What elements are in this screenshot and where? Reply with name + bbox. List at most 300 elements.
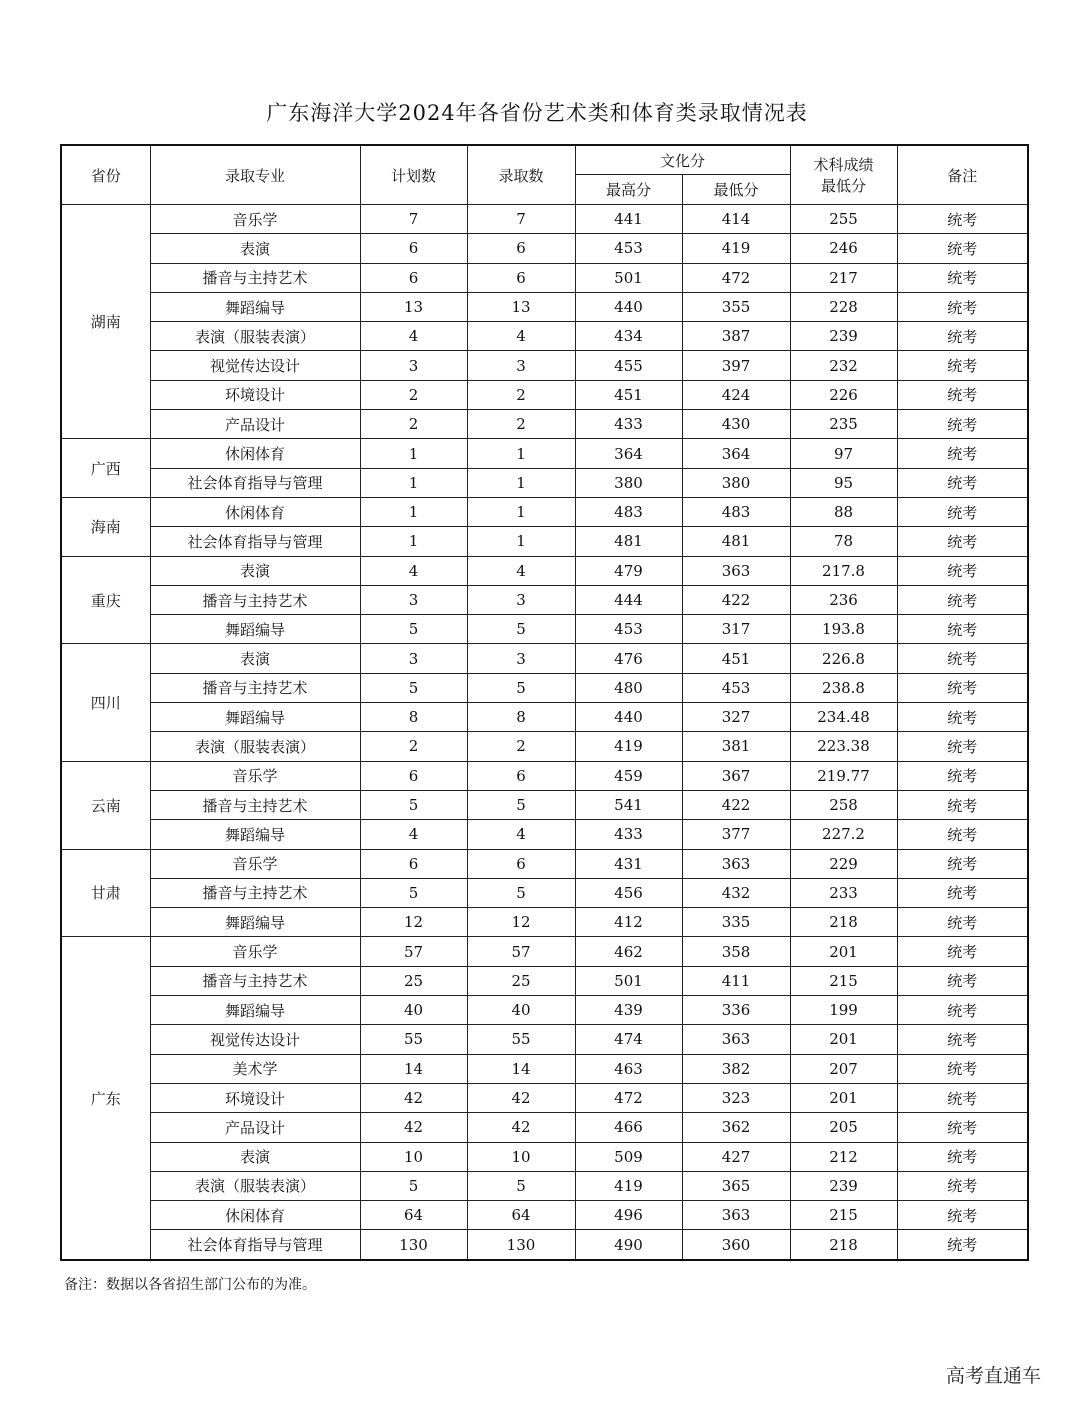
table-row xyxy=(61,410,1028,439)
cell-plan: 14 xyxy=(360,1054,467,1083)
cell-plan: 2 xyxy=(360,380,467,409)
cell-art-min: 217.8 xyxy=(790,556,897,585)
table-row xyxy=(61,1201,1028,1230)
table-row xyxy=(61,937,1028,966)
cell-major: 社会体育指导与管理 xyxy=(150,1230,360,1260)
cell-plan: 5 xyxy=(360,878,467,907)
cell-culture-max: 480 xyxy=(575,673,682,702)
cell-culture-max: 412 xyxy=(575,908,682,937)
cell-admitted: 13 xyxy=(467,292,575,321)
header-culture-min: 最低分 xyxy=(682,175,790,205)
cell-remark: 统考 xyxy=(897,468,1028,497)
cell-major: 表演 xyxy=(150,556,360,585)
cell-culture-min: 364 xyxy=(682,439,790,468)
cell-culture-max: 462 xyxy=(575,937,682,966)
cell-remark: 统考 xyxy=(897,205,1028,234)
cell-plan: 40 xyxy=(360,996,467,1025)
cell-remark: 统考 xyxy=(897,1230,1028,1260)
cell-admitted: 4 xyxy=(467,556,575,585)
table-row xyxy=(61,996,1028,1025)
cell-admitted: 5 xyxy=(467,673,575,702)
cell-culture-max: 481 xyxy=(575,527,682,556)
cell-remark: 统考 xyxy=(897,732,1028,761)
cell-culture-min: 451 xyxy=(682,644,790,673)
header-culture-max: 最高分 xyxy=(575,175,682,205)
cell-culture-max: 501 xyxy=(575,263,682,292)
cell-culture-min: 424 xyxy=(682,380,790,409)
admission-table xyxy=(60,144,1029,1261)
cell-plan: 7 xyxy=(360,205,467,234)
cell-admitted: 6 xyxy=(467,761,575,790)
cell-art-min: 236 xyxy=(790,585,897,614)
cell-culture-max: 440 xyxy=(575,292,682,321)
cell-culture-min: 427 xyxy=(682,1142,790,1171)
cell-major: 播音与主持艺术 xyxy=(150,673,360,702)
table-row xyxy=(61,644,1028,673)
cell-plan: 8 xyxy=(360,703,467,732)
cell-plan: 4 xyxy=(360,556,467,585)
table-row xyxy=(61,351,1028,380)
table-row xyxy=(61,849,1028,878)
cell-plan: 57 xyxy=(360,937,467,966)
cell-province: 重庆 xyxy=(61,556,150,644)
table-row xyxy=(61,615,1028,644)
cell-culture-max: 455 xyxy=(575,351,682,380)
cell-art-min: 226 xyxy=(790,380,897,409)
cell-art-min: 258 xyxy=(790,790,897,819)
table-row xyxy=(61,790,1028,819)
cell-plan: 1 xyxy=(360,527,467,556)
cell-art-min: 207 xyxy=(790,1054,897,1083)
cell-plan: 12 xyxy=(360,908,467,937)
cell-admitted: 2 xyxy=(467,732,575,761)
cell-province: 甘肃 xyxy=(61,849,150,937)
cell-remark: 统考 xyxy=(897,703,1028,732)
table-row xyxy=(61,205,1028,234)
table-row xyxy=(61,439,1028,468)
cell-culture-min: 335 xyxy=(682,908,790,937)
cell-art-min: 223.38 xyxy=(790,732,897,761)
table-row xyxy=(61,1230,1028,1260)
table-row xyxy=(61,263,1028,292)
cell-admitted: 3 xyxy=(467,585,575,614)
cell-culture-max: 453 xyxy=(575,234,682,263)
cell-province: 云南 xyxy=(61,761,150,849)
table-row xyxy=(61,1083,1028,1112)
cell-culture-max: 490 xyxy=(575,1230,682,1260)
cell-plan: 2 xyxy=(360,410,467,439)
cell-major: 休闲体育 xyxy=(150,1201,360,1230)
cell-plan: 3 xyxy=(360,351,467,380)
cell-art-min: 217 xyxy=(790,263,897,292)
cell-art-min: 212 xyxy=(790,1142,897,1171)
cell-major: 休闲体育 xyxy=(150,439,360,468)
header-culture: 文化分 xyxy=(575,145,790,175)
cell-art-min: 239 xyxy=(790,322,897,351)
cell-culture-min: 363 xyxy=(682,1025,790,1054)
cell-major: 产品设计 xyxy=(150,410,360,439)
cell-culture-min: 432 xyxy=(682,878,790,907)
cell-major: 美术学 xyxy=(150,1054,360,1083)
cell-admitted: 5 xyxy=(467,1171,575,1200)
cell-major: 表演 xyxy=(150,234,360,263)
cell-remark: 统考 xyxy=(897,527,1028,556)
cell-culture-min: 360 xyxy=(682,1230,790,1260)
cell-culture-min: 377 xyxy=(682,820,790,849)
cell-plan: 5 xyxy=(360,790,467,819)
table-row xyxy=(61,732,1028,761)
cell-culture-max: 541 xyxy=(575,790,682,819)
header-admitted: 录取数 xyxy=(467,145,575,205)
cell-culture-min: 365 xyxy=(682,1171,790,1200)
cell-culture-min: 422 xyxy=(682,585,790,614)
cell-culture-max: 459 xyxy=(575,761,682,790)
cell-admitted: 1 xyxy=(467,468,575,497)
cell-culture-max: 496 xyxy=(575,1201,682,1230)
table-row xyxy=(61,703,1028,732)
cell-plan: 1 xyxy=(360,497,467,526)
footnote: 备注：数据以各省招生部门公布的为准。 xyxy=(64,1277,316,1293)
cell-remark: 统考 xyxy=(897,849,1028,878)
cell-culture-min: 317 xyxy=(682,615,790,644)
cell-culture-min: 367 xyxy=(682,761,790,790)
cell-remark: 统考 xyxy=(897,497,1028,526)
cell-remark: 统考 xyxy=(897,439,1028,468)
cell-plan: 10 xyxy=(360,1142,467,1171)
page-title: 广东海洋大学2024年各省份艺术类和体育类录取情况表 xyxy=(266,101,808,125)
cell-province: 湖南 xyxy=(61,205,150,439)
cell-art-min: 199 xyxy=(790,996,897,1025)
cell-plan: 6 xyxy=(360,849,467,878)
cell-culture-max: 440 xyxy=(575,703,682,732)
cell-culture-min: 411 xyxy=(682,966,790,995)
cell-plan: 55 xyxy=(360,1025,467,1054)
table-row xyxy=(61,878,1028,907)
cell-plan: 6 xyxy=(360,263,467,292)
cell-major: 环境设计 xyxy=(150,1083,360,1112)
cell-admitted: 42 xyxy=(467,1113,575,1142)
cell-art-min: 218 xyxy=(790,908,897,937)
cell-culture-max: 444 xyxy=(575,585,682,614)
cell-major: 环境设计 xyxy=(150,380,360,409)
cell-province: 海南 xyxy=(61,497,150,556)
cell-art-min: 238.8 xyxy=(790,673,897,702)
cell-major: 表演（服装表演） xyxy=(150,1171,360,1200)
cell-admitted: 8 xyxy=(467,703,575,732)
cell-admitted: 6 xyxy=(467,263,575,292)
cell-remark: 统考 xyxy=(897,1083,1028,1112)
cell-culture-min: 483 xyxy=(682,497,790,526)
cell-culture-min: 323 xyxy=(682,1083,790,1112)
cell-admitted: 2 xyxy=(467,410,575,439)
cell-plan: 6 xyxy=(360,761,467,790)
cell-admitted: 4 xyxy=(467,820,575,849)
cell-major: 表演（服装表演） xyxy=(150,322,360,351)
cell-remark: 统考 xyxy=(897,263,1028,292)
cell-remark: 统考 xyxy=(897,1201,1028,1230)
cell-province: 广西 xyxy=(61,439,150,498)
table-row xyxy=(61,322,1028,351)
cell-remark: 统考 xyxy=(897,351,1028,380)
cell-culture-min: 422 xyxy=(682,790,790,819)
cell-remark: 统考 xyxy=(897,673,1028,702)
cell-art-min: 219.77 xyxy=(790,761,897,790)
cell-admitted: 14 xyxy=(467,1054,575,1083)
table-row xyxy=(61,1171,1028,1200)
cell-culture-min: 453 xyxy=(682,673,790,702)
header-province: 省份 xyxy=(61,145,150,205)
cell-art-min: 226.8 xyxy=(790,644,897,673)
cell-plan: 64 xyxy=(360,1201,467,1230)
cell-major: 音乐学 xyxy=(150,761,360,790)
table-row xyxy=(61,468,1028,497)
cell-culture-max: 474 xyxy=(575,1025,682,1054)
cell-remark: 统考 xyxy=(897,644,1028,673)
cell-remark: 统考 xyxy=(897,996,1028,1025)
cell-admitted: 1 xyxy=(467,527,575,556)
cell-art-min: 235 xyxy=(790,410,897,439)
cell-art-min: 201 xyxy=(790,1025,897,1054)
cell-admitted: 64 xyxy=(467,1201,575,1230)
cell-admitted: 130 xyxy=(467,1230,575,1260)
cell-plan: 5 xyxy=(360,1171,467,1200)
cell-art-min: 78 xyxy=(790,527,897,556)
cell-culture-max: 463 xyxy=(575,1054,682,1083)
cell-art-min: 201 xyxy=(790,1083,897,1112)
cell-art-min: 95 xyxy=(790,468,897,497)
cell-culture-max: 433 xyxy=(575,410,682,439)
cell-remark: 统考 xyxy=(897,585,1028,614)
cell-remark: 统考 xyxy=(897,410,1028,439)
table-row xyxy=(61,497,1028,526)
cell-plan: 3 xyxy=(360,644,467,673)
cell-remark: 统考 xyxy=(897,937,1028,966)
cell-art-min: 201 xyxy=(790,937,897,966)
cell-culture-min: 430 xyxy=(682,410,790,439)
cell-plan: 42 xyxy=(360,1083,467,1112)
table-row xyxy=(61,585,1028,614)
cell-remark: 统考 xyxy=(897,615,1028,644)
cell-major: 音乐学 xyxy=(150,205,360,234)
table-row xyxy=(61,380,1028,409)
cell-admitted: 3 xyxy=(467,644,575,673)
cell-culture-max: 451 xyxy=(575,380,682,409)
cell-remark: 统考 xyxy=(897,1171,1028,1200)
table-row xyxy=(61,1054,1028,1083)
cell-plan: 5 xyxy=(360,615,467,644)
cell-culture-max: 479 xyxy=(575,556,682,585)
cell-plan: 5 xyxy=(360,673,467,702)
cell-admitted: 1 xyxy=(467,497,575,526)
cell-admitted: 12 xyxy=(467,908,575,937)
cell-admitted: 40 xyxy=(467,996,575,1025)
cell-remark: 统考 xyxy=(897,1054,1028,1083)
cell-admitted: 5 xyxy=(467,615,575,644)
table-header xyxy=(61,145,1028,205)
cell-culture-min: 481 xyxy=(682,527,790,556)
cell-plan: 4 xyxy=(360,322,467,351)
cell-major: 视觉传达设计 xyxy=(150,351,360,380)
cell-plan: 42 xyxy=(360,1113,467,1142)
cell-culture-min: 363 xyxy=(682,1201,790,1230)
cell-remark: 统考 xyxy=(897,380,1028,409)
cell-culture-min: 363 xyxy=(682,849,790,878)
cell-major: 舞蹈编导 xyxy=(150,615,360,644)
cell-culture-max: 380 xyxy=(575,468,682,497)
cell-admitted: 7 xyxy=(467,205,575,234)
cell-culture-max: 483 xyxy=(575,497,682,526)
cell-culture-max: 419 xyxy=(575,732,682,761)
cell-major: 播音与主持艺术 xyxy=(150,585,360,614)
cell-plan: 2 xyxy=(360,732,467,761)
cell-admitted: 6 xyxy=(467,849,575,878)
cell-plan: 130 xyxy=(360,1230,467,1260)
cell-admitted: 57 xyxy=(467,937,575,966)
cell-art-min: 255 xyxy=(790,205,897,234)
table-row xyxy=(61,820,1028,849)
cell-art-min: 193.8 xyxy=(790,615,897,644)
cell-remark: 统考 xyxy=(897,1025,1028,1054)
cell-remark: 统考 xyxy=(897,1113,1028,1142)
cell-culture-min: 397 xyxy=(682,351,790,380)
table-row xyxy=(61,1113,1028,1142)
cell-culture-max: 419 xyxy=(575,1171,682,1200)
cell-culture-max: 441 xyxy=(575,205,682,234)
cell-major: 产品设计 xyxy=(150,1113,360,1142)
cell-art-min: 232 xyxy=(790,351,897,380)
cell-culture-max: 509 xyxy=(575,1142,682,1171)
cell-culture-max: 453 xyxy=(575,615,682,644)
cell-culture-max: 364 xyxy=(575,439,682,468)
cell-admitted: 5 xyxy=(467,790,575,819)
cell-major: 表演 xyxy=(150,644,360,673)
cell-art-min: 215 xyxy=(790,966,897,995)
cell-province: 广东 xyxy=(61,937,150,1260)
cell-plan: 25 xyxy=(360,966,467,995)
cell-major: 表演（服装表演） xyxy=(150,732,360,761)
cell-art-min: 234.48 xyxy=(790,703,897,732)
cell-remark: 统考 xyxy=(897,966,1028,995)
cell-admitted: 3 xyxy=(467,351,575,380)
cell-remark: 统考 xyxy=(897,761,1028,790)
cell-culture-min: 363 xyxy=(682,556,790,585)
cell-culture-min: 414 xyxy=(682,205,790,234)
table-row xyxy=(61,966,1028,995)
cell-plan: 1 xyxy=(360,468,467,497)
cell-culture-min: 362 xyxy=(682,1113,790,1142)
cell-culture-min: 380 xyxy=(682,468,790,497)
cell-admitted: 6 xyxy=(467,234,575,263)
cell-major: 播音与主持艺术 xyxy=(150,878,360,907)
cell-culture-max: 472 xyxy=(575,1083,682,1112)
cell-admitted: 1 xyxy=(467,439,575,468)
cell-art-min: 88 xyxy=(790,497,897,526)
cell-art-min: 218 xyxy=(790,1230,897,1260)
cell-culture-max: 433 xyxy=(575,820,682,849)
cell-plan: 6 xyxy=(360,234,467,263)
cell-major: 休闲体育 xyxy=(150,497,360,526)
cell-admitted: 2 xyxy=(467,380,575,409)
table-row xyxy=(61,1025,1028,1054)
cell-major: 社会体育指导与管理 xyxy=(150,527,360,556)
cell-admitted: 4 xyxy=(467,322,575,351)
cell-culture-max: 476 xyxy=(575,644,682,673)
cell-major: 舞蹈编导 xyxy=(150,996,360,1025)
cell-admitted: 10 xyxy=(467,1142,575,1171)
table-row xyxy=(61,556,1028,585)
table-row xyxy=(61,761,1028,790)
cell-art-min: 228 xyxy=(790,292,897,321)
cell-remark: 统考 xyxy=(897,790,1028,819)
cell-culture-max: 501 xyxy=(575,966,682,995)
cell-major: 视觉传达设计 xyxy=(150,1025,360,1054)
cell-culture-min: 336 xyxy=(682,996,790,1025)
cell-culture-min: 358 xyxy=(682,937,790,966)
table-row xyxy=(61,527,1028,556)
cell-culture-min: 382 xyxy=(682,1054,790,1083)
cell-admitted: 42 xyxy=(467,1083,575,1112)
cell-plan: 4 xyxy=(360,820,467,849)
cell-admitted: 5 xyxy=(467,878,575,907)
cell-culture-min: 419 xyxy=(682,234,790,263)
cell-culture-min: 387 xyxy=(682,322,790,351)
table-body xyxy=(61,205,1028,1260)
table-row xyxy=(61,908,1028,937)
cell-major: 播音与主持艺术 xyxy=(150,263,360,292)
cell-art-min: 227.2 xyxy=(790,820,897,849)
cell-culture-min: 472 xyxy=(682,263,790,292)
cell-remark: 统考 xyxy=(897,820,1028,849)
cell-culture-max: 456 xyxy=(575,878,682,907)
table-row xyxy=(61,292,1028,321)
cell-remark: 统考 xyxy=(897,292,1028,321)
table-row xyxy=(61,1142,1028,1171)
cell-culture-min: 355 xyxy=(682,292,790,321)
cell-remark: 统考 xyxy=(897,234,1028,263)
cell-remark: 统考 xyxy=(897,556,1028,585)
cell-major: 舞蹈编导 xyxy=(150,908,360,937)
header-art-min xyxy=(790,145,897,205)
cell-remark: 统考 xyxy=(897,1142,1028,1171)
cell-major: 播音与主持艺术 xyxy=(150,790,360,819)
cell-major: 音乐学 xyxy=(150,937,360,966)
header-art-min-line2: 最低分 xyxy=(821,177,867,195)
cell-admitted: 55 xyxy=(467,1025,575,1054)
cell-remark: 统考 xyxy=(897,878,1028,907)
table-row xyxy=(61,673,1028,702)
cell-culture-min: 381 xyxy=(682,732,790,761)
cell-art-min: 215 xyxy=(790,1201,897,1230)
cell-culture-max: 466 xyxy=(575,1113,682,1142)
cell-art-min: 97 xyxy=(790,439,897,468)
cell-major: 舞蹈编导 xyxy=(150,292,360,321)
header-plan: 计划数 xyxy=(360,145,467,205)
table-row xyxy=(61,234,1028,263)
cell-culture-max: 434 xyxy=(575,322,682,351)
header-major: 录取专业 xyxy=(150,145,360,205)
cell-remark: 统考 xyxy=(897,908,1028,937)
cell-art-min: 246 xyxy=(790,234,897,263)
cell-major: 音乐学 xyxy=(150,849,360,878)
cell-culture-max: 439 xyxy=(575,996,682,1025)
cell-major: 舞蹈编导 xyxy=(150,820,360,849)
watermark: 高考直通车 xyxy=(945,1365,1041,1387)
header-art-min-line1: 术科成绩 xyxy=(813,156,874,174)
cell-plan: 13 xyxy=(360,292,467,321)
header-remark: 备注 xyxy=(897,145,1028,205)
cell-major: 表演 xyxy=(150,1142,360,1171)
cell-plan: 3 xyxy=(360,585,467,614)
